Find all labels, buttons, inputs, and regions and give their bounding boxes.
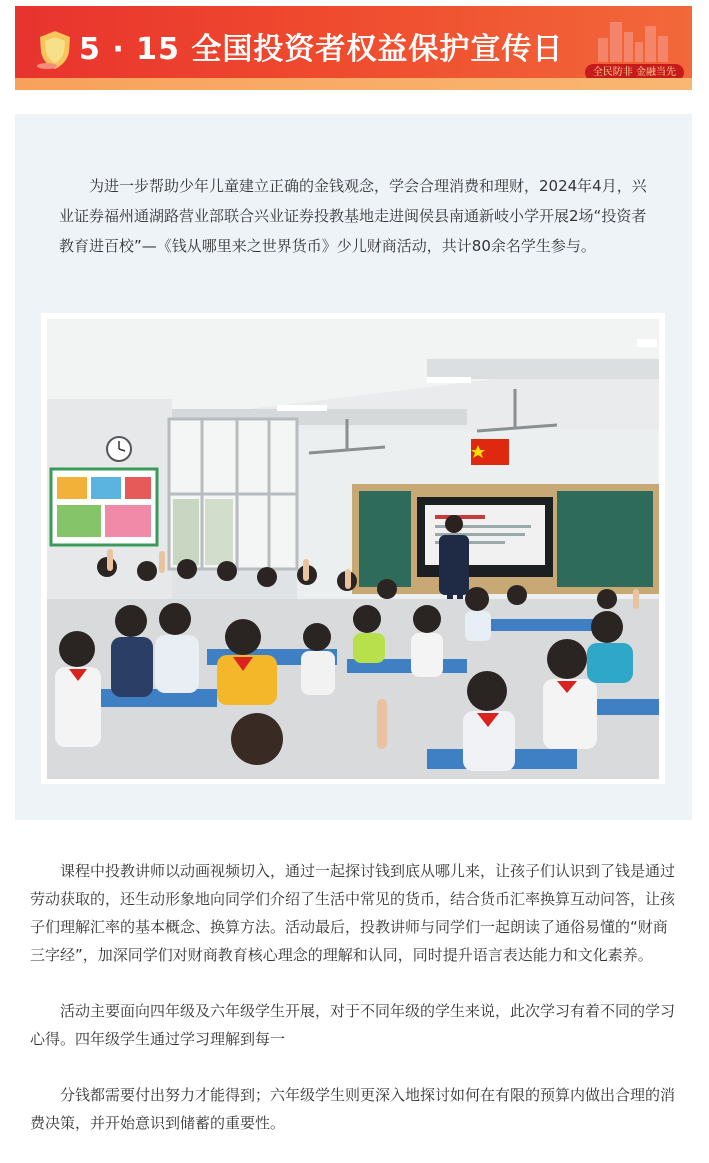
body-paragraph-3: 分钱都需要付出努力才能得到；六年级学生则更深入地探讨如何在有限的预算内做出合理的消费决策，并开始意识到储蓄的重要性。 [30, 1086, 676, 1132]
body-paragraph-1: 课程中投教讲师以动画视频切入，通过一起探讨钱到底从哪儿来，让孩子们认识到了钱是通过劳动获取的，还生动形象地向同学们介绍了生活中常见的货币，结合货币汇率换算互动问答，让孩子们理解汇率的基本概念、换算方法。活动最后，投教讲师与同学们一起朗读了通俗易懂的“财商三字经”，加深同学们对财商教育核心理念的理解和认同，同时提升语言表达能力和文化素养。 [30, 862, 676, 964]
classroom-photo [47, 319, 659, 779]
banner-slogan-badge: 全民防非 金融当先 [585, 64, 684, 81]
intro-paragraph: 为进一步帮助少年儿童建立正确的金钱观念，学会合理消费和理财，2024年4月，兴业证券福州通湖路营业部联合兴业证券投教基地走进闽侯县南通新岐小学开展2场“投资者教育进百校”—《钱从哪里来之世界货币》少儿财商活动，共计80余名学生参与。 [59, 177, 647, 255]
banner-bottom-strip [15, 78, 692, 90]
banner-title: 5 · 15 全国投资者权益保护宣传日 [79, 32, 564, 67]
classroom-scene-illustration [47, 319, 659, 779]
city-skyline-icon [596, 16, 670, 62]
event-banner [15, 6, 692, 90]
body-paragraph-2: 活动主要面向四年级及六年级学生开展，对于不同年级的学生来说，此次学习有着不同的学习心得。四年级学生通过学习理解到每一 [30, 1002, 676, 1048]
shield-logo-icon [33, 28, 77, 72]
